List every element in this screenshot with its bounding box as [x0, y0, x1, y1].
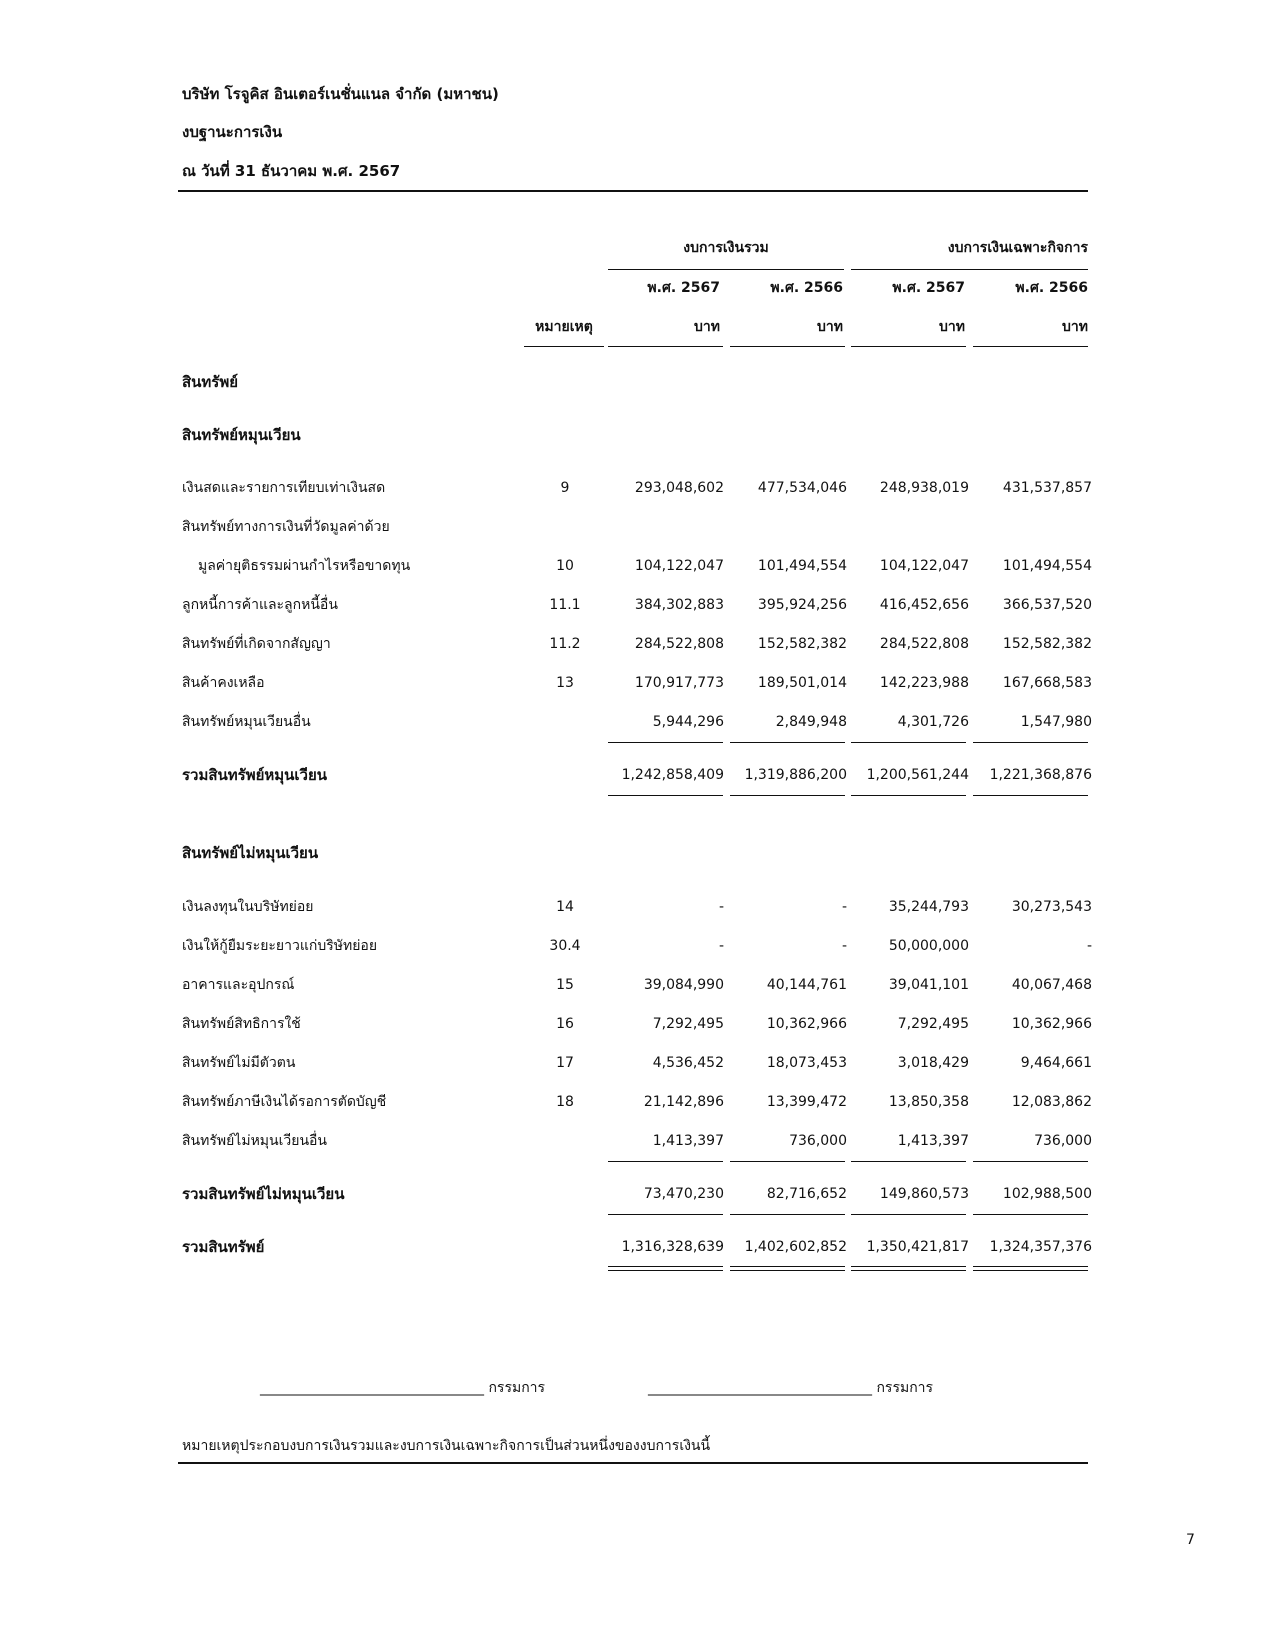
group-separate: งบการเงินเฉพาะกิจการ [947, 240, 1088, 256]
row-value: 10,362,966 [766, 1016, 847, 1032]
row-value: 366,537,520 [1002, 597, 1092, 613]
group-rule [851, 269, 1088, 270]
total-rule [851, 1214, 966, 1215]
group-rule [608, 269, 844, 270]
row-value: - [1086, 938, 1092, 954]
table-row [0, 672, 1277, 694]
unit-header: บาท [694, 319, 720, 335]
unit-header: บาท [939, 319, 965, 335]
row-value: 284,522,808 [879, 636, 969, 652]
footnote: หมายเหตุประกอบงบการเงินรวมและงบการเงินเฉพาะกิจการเป็นส่วนหนึ่งของงบการเงินนี้ [182, 1438, 711, 1454]
row-value: - [718, 899, 724, 915]
row-value: - [718, 938, 724, 954]
row-value: 152,582,382 [757, 636, 847, 652]
row-value: 1,413,397 [897, 1133, 969, 1149]
row-value: 142,223,988 [879, 675, 969, 691]
table-row [0, 633, 1277, 655]
header-rule [178, 190, 1088, 192]
total-rule [730, 1214, 845, 1215]
row-note: 11.1 [549, 597, 581, 613]
row-value: 35,244,793 [888, 899, 969, 915]
row-value: 4,536,452 [652, 1055, 724, 1071]
row-value: 101,494,554 [757, 558, 847, 574]
table-row [0, 974, 1277, 996]
row-value: 10,362,966 [1011, 1016, 1092, 1032]
row-value: 1,350,421,817 [866, 1239, 969, 1255]
row-value: 1,221,368,876 [989, 767, 1092, 783]
row-value: 39,084,990 [643, 977, 724, 993]
row-value: 736,000 [1034, 1133, 1092, 1149]
total-rule [608, 795, 723, 796]
row-value: 104,122,047 [879, 558, 969, 574]
row-label: สินค้าคงเหลือ [182, 675, 265, 691]
row-note: 30.4 [549, 938, 581, 954]
subtotal-rule [973, 1161, 1088, 1162]
row-value: 18,073,453 [766, 1055, 847, 1071]
row-value: - [841, 899, 847, 915]
subtotal-rule [608, 742, 723, 743]
row-note: 17 [556, 1055, 574, 1071]
year-header: พ.ศ. 2567 [892, 280, 965, 296]
total-non-current-label: รวมสินทรัพย์ไม่หมุนเวียน [182, 1185, 345, 1203]
row-value: 152,582,382 [1002, 636, 1092, 652]
section-current-assets: สินทรัพย์หมุนเวียน [182, 426, 301, 444]
table-row [0, 477, 1277, 499]
header-underline [730, 346, 845, 347]
total-rule [730, 795, 845, 796]
row-label: อาคารและอุปกรณ์ [182, 977, 295, 993]
unit-header: บาท [817, 319, 843, 335]
row-label: สินทรัพย์ภาษีเงินได้รอการตัดบัญชี [182, 1094, 387, 1110]
row-value: 384,302,883 [634, 597, 724, 613]
row-value: 4,301,726 [897, 714, 969, 730]
signature-title: กรรมการ [876, 1380, 934, 1396]
row-note: 18 [556, 1094, 574, 1110]
double-rule [608, 1266, 723, 1271]
subtotal-rule [608, 1161, 723, 1162]
row-value: 2,849,948 [775, 714, 847, 730]
row-value: 50,000,000 [888, 938, 969, 954]
row-value: 431,537,857 [1002, 480, 1092, 496]
total-rule [973, 795, 1088, 796]
table-row [0, 1052, 1277, 1074]
row-value: 1,413,397 [652, 1133, 724, 1149]
row-value: 13,399,472 [766, 1094, 847, 1110]
header-underline [851, 346, 966, 347]
row-label: สินทรัพย์ที่เกิดจากสัญญา [182, 636, 331, 652]
row-note: 11.2 [549, 636, 581, 652]
row-value: 149,860,573 [879, 1186, 969, 1202]
row-value: 12,083,862 [1011, 1094, 1092, 1110]
row-value: 248,938,019 [879, 480, 969, 496]
row-value: 1,200,561,244 [866, 767, 969, 783]
row-label: มูลค่ายุติธรรมผ่านกำไรหรือขาดทุน [198, 558, 411, 574]
subtotal-rule [973, 742, 1088, 743]
double-rule [730, 1266, 845, 1271]
row-value: 1,319,886,200 [744, 767, 847, 783]
section-assets: สินทรัพย์ [182, 373, 239, 391]
row-value: 7,292,495 [652, 1016, 724, 1032]
row-value: 1,316,328,639 [621, 1239, 724, 1255]
table-row [0, 1091, 1277, 1113]
row-label: สินทรัพย์ไม่หมุนเวียนอื่น [182, 1133, 327, 1149]
row-label: เงินให้กู้ยืมระยะยาวแก่บริษัทย่อย [182, 938, 378, 954]
row-label: สินทรัพย์หมุนเวียนอื่น [182, 714, 311, 730]
table-row [0, 711, 1277, 733]
subtotal-rule [851, 742, 966, 743]
table-row [0, 555, 1277, 577]
row-value: 1,547,980 [1020, 714, 1092, 730]
row-value: 39,041,101 [888, 977, 969, 993]
signature-line: ________________________________ [260, 1380, 484, 1396]
subtotal-rule [851, 1161, 966, 1162]
row-value: 167,668,583 [1002, 675, 1092, 691]
row-label: ลูกหนี้การค้าและลูกหนี้อื่น [182, 597, 338, 613]
row-note: 14 [556, 899, 574, 915]
row-value: 73,470,230 [643, 1186, 724, 1202]
double-rule [973, 1266, 1088, 1271]
row-value: 477,534,046 [757, 480, 847, 496]
total-assets-label: รวมสินทรัพย์ [182, 1238, 265, 1256]
row-note: 10 [556, 558, 574, 574]
signature-block-2 [648, 1378, 933, 1398]
row-value: 82,716,652 [766, 1186, 847, 1202]
header-underline [973, 346, 1088, 347]
subtotal-rule [730, 742, 845, 743]
row-value: 13,850,358 [888, 1094, 969, 1110]
statement-title: งบฐานะการเงิน [182, 123, 283, 141]
row-label: เงินสดและรายการเทียบเท่าเงินสด [182, 480, 386, 496]
row-value: 1,242,858,409 [621, 767, 724, 783]
company-name: บริษัท โรจูคิส อินเตอร์เนชั่นแนล จำกัด (มหาชน) [182, 85, 499, 103]
signature-block-1 [260, 1378, 545, 1398]
section-non-current-assets: สินทรัพย์ไม่หมุนเวียน [182, 844, 319, 862]
row-value: 1,324,357,376 [989, 1239, 1092, 1255]
row-value: 40,144,761 [766, 977, 847, 993]
year-header: พ.ศ. 2567 [647, 280, 720, 296]
group-consolidated: งบการเงินรวม [683, 240, 769, 256]
row-value: 293,048,602 [634, 480, 724, 496]
row-value: 101,494,554 [1002, 558, 1092, 574]
row-value: 284,522,808 [634, 636, 724, 652]
row-label: เงินลงทุนในบริษัทย่อย [182, 899, 314, 915]
header-underline [608, 346, 723, 347]
total-rule [973, 1214, 1088, 1215]
total-row [0, 764, 1277, 786]
table-row [0, 935, 1277, 957]
double-rule [851, 1266, 966, 1271]
unit-header: บาท [1062, 319, 1088, 335]
table-row [0, 896, 1277, 918]
table-row [0, 516, 1277, 538]
row-value: 736,000 [789, 1133, 847, 1149]
total-current-label: รวมสินทรัพย์หมุนเวียน [182, 766, 328, 784]
page-number: 7 [1186, 1532, 1195, 1548]
row-value: 1,402,602,852 [744, 1239, 847, 1255]
row-value: 3,018,429 [897, 1055, 969, 1071]
row-label: สินทรัพย์ทางการเงินที่วัดมูลค่าด้วย [182, 519, 390, 535]
row-note: 16 [556, 1016, 574, 1032]
row-label: สินทรัพย์สิทธิการใช้ [182, 1016, 301, 1032]
subtotal-rule [730, 1161, 845, 1162]
year-header: พ.ศ. 2566 [770, 280, 843, 296]
total-row [0, 1183, 1277, 1205]
table-row [0, 1130, 1277, 1152]
row-value: 104,122,047 [634, 558, 724, 574]
row-value: 40,067,468 [1011, 977, 1092, 993]
footer-rule [178, 1462, 1088, 1464]
note-header: หมายเหตุ [535, 319, 593, 335]
row-value: 9,464,661 [1020, 1055, 1092, 1071]
table-row [0, 1013, 1277, 1035]
row-note: 9 [560, 480, 570, 496]
row-value: - [841, 938, 847, 954]
row-value: 5,944,296 [652, 714, 724, 730]
row-note: 13 [556, 675, 574, 691]
row-value: 7,292,495 [897, 1016, 969, 1032]
year-header: พ.ศ. 2566 [1015, 280, 1088, 296]
row-label: สินทรัพย์ไม่มีตัวตน [182, 1055, 296, 1071]
row-note: 15 [556, 977, 574, 993]
table-row [0, 594, 1277, 616]
row-value: 416,452,656 [879, 597, 969, 613]
total-rule [851, 795, 966, 796]
signature-line: ________________________________ [648, 1380, 872, 1396]
row-value: 30,273,543 [1011, 899, 1092, 915]
total-rule [608, 1214, 723, 1215]
statement-date: ณ วันที่ 31 ธันวาคม พ.ศ. 2567 [182, 162, 401, 180]
header-underline [524, 346, 604, 347]
row-value: 170,917,773 [634, 675, 724, 691]
row-value: 395,924,256 [757, 597, 847, 613]
row-value: 102,988,500 [1002, 1186, 1092, 1202]
row-value: 21,142,896 [643, 1094, 724, 1110]
grand-total-row [0, 1236, 1277, 1258]
row-value: 189,501,014 [757, 675, 847, 691]
signature-title: กรรมการ [488, 1380, 546, 1396]
